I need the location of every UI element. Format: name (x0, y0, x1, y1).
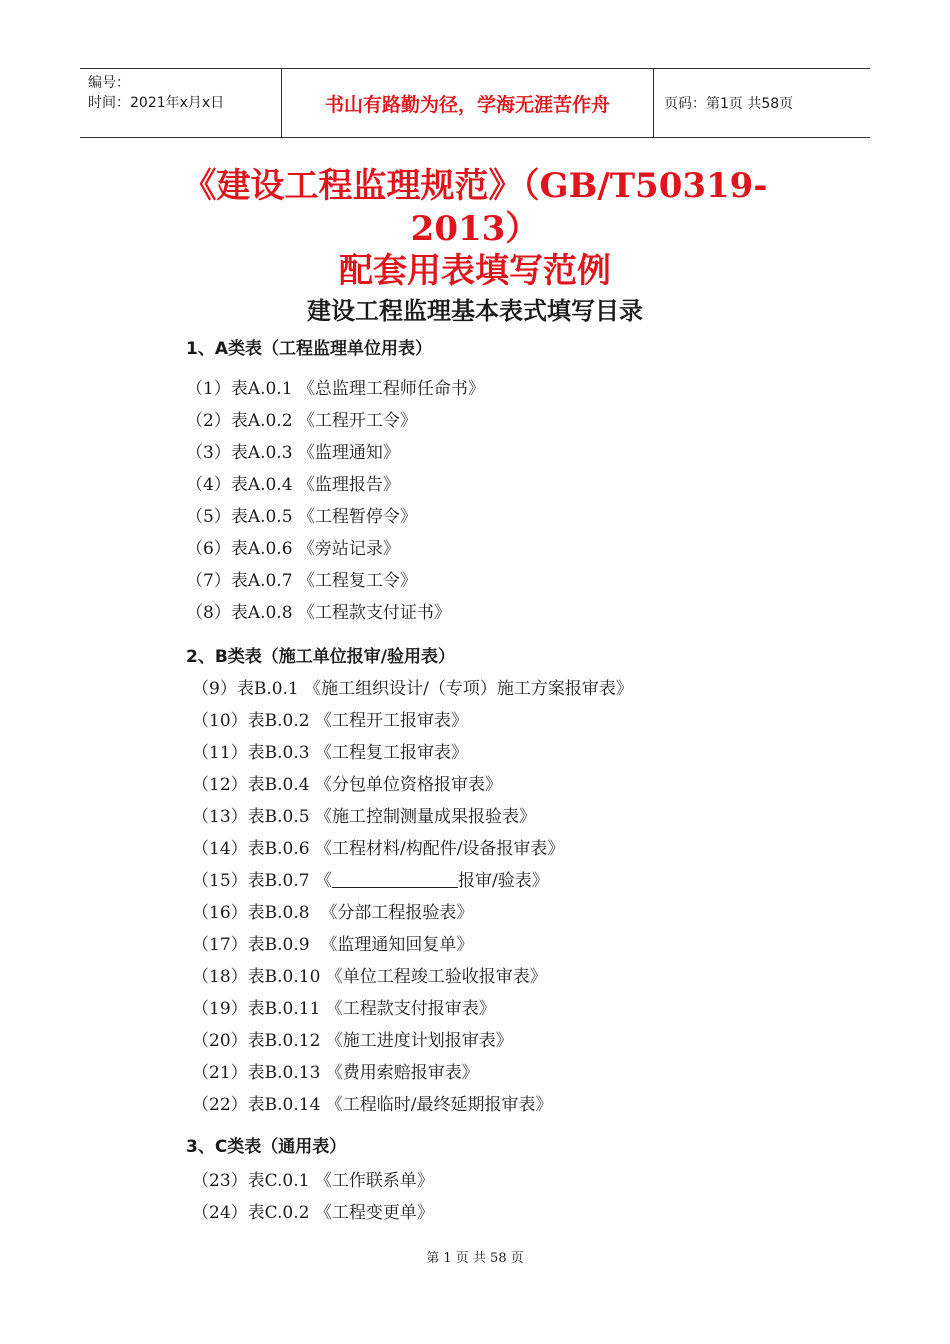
title-line-1: 《建设工程监理规范》（GB/T50319- (182, 166, 768, 206)
header-table (80, 68, 870, 138)
list-item: （10）表B.0.2 《工程开工报审表》 (192, 711, 468, 731)
number-label: 编号： (88, 75, 130, 91)
list-item: （22）表B.0.14 《工程临时/最终延期报审表》 (192, 1095, 553, 1115)
time-label: 时间：2021年x月x日 (88, 95, 225, 111)
motto: 书山有路勤为径，学海无涯苦作舟 (282, 69, 654, 137)
header-meta (80, 69, 282, 137)
page-subtitle: 建设工程监理基本表式填写目录 (307, 297, 643, 325)
list-item: （21）表B.0.13 《费用索赔报审表》 (192, 1063, 479, 1083)
list-item: （23）表C.0.1 《工作联系单》 (192, 1171, 434, 1191)
page-footer: 第 1 页 共 58 页 (426, 1251, 524, 1266)
list-item: （24）表C.0.2 《工程变更单》 (192, 1203, 434, 1223)
list-item: （1）表A.0.1 《总监理工程师任命书》 (186, 379, 485, 399)
list-item: （13）表B.0.5 《施工控制测量成果报验表》 (192, 807, 536, 827)
section-b-title: 2、B类表（施工单位报审/验用表） (186, 647, 455, 667)
title-line-2: 2013） (410, 209, 540, 249)
list-item: （6）表A.0.6 《旁站记录》 (186, 539, 400, 559)
list-item: （17）表B.0.9 《监理通知回复单》 (192, 935, 474, 955)
list-item: （16）表B.0.8 《分部工程报验表》 (192, 903, 474, 923)
title-line-3: 配套用表填写范例 (339, 251, 611, 291)
list-item: （5）表A.0.5 《工程暂停令》 (186, 507, 417, 527)
list-item: （12）表B.0.4 《分包单位资格报审表》 (192, 775, 502, 795)
section-c-title: 3、C类表（通用表） (186, 1137, 347, 1157)
list-item: （3）表A.0.3 《监理通知》 (186, 443, 400, 463)
list-item-with-blank (192, 866, 549, 891)
list-item: （14）表B.0.6 《工程材料/构配件/设备报审表》 (192, 839, 565, 859)
page-info: 页码：第1页 共58页 (664, 96, 794, 112)
list-item: （11）表B.0.3 《工程复工报审表》 (192, 743, 468, 763)
section-a-title: 1、A类表（工程监理单位用表） (186, 339, 432, 359)
list-item: （2）表A.0.2 《工程开工令》 (186, 411, 417, 431)
list-item: （8）表A.0.8 《工程款支付证书》 (186, 603, 451, 623)
list-item: （20）表B.0.12 《施工进度计划报审表》 (192, 1031, 513, 1051)
list-item: （9）表B.0.1 《施工组织设计/（专项）施工方案报审表》 (192, 679, 633, 699)
list-item: （4）表A.0.4 《监理报告》 (186, 475, 400, 495)
fill-in-blank (332, 871, 458, 888)
list-item-suffix: 报审/验表》 (457, 871, 549, 891)
list-item-prefix: （15）表B.0.7 《 (192, 871, 332, 891)
list-item: （18）表B.0.10 《单位工程竣工验收报审表》 (192, 967, 547, 987)
list-item: （19）表B.0.11 《工程款支付报审表》 (192, 999, 496, 1019)
list-item: （7）表A.0.7 《工程复工令》 (186, 571, 417, 591)
